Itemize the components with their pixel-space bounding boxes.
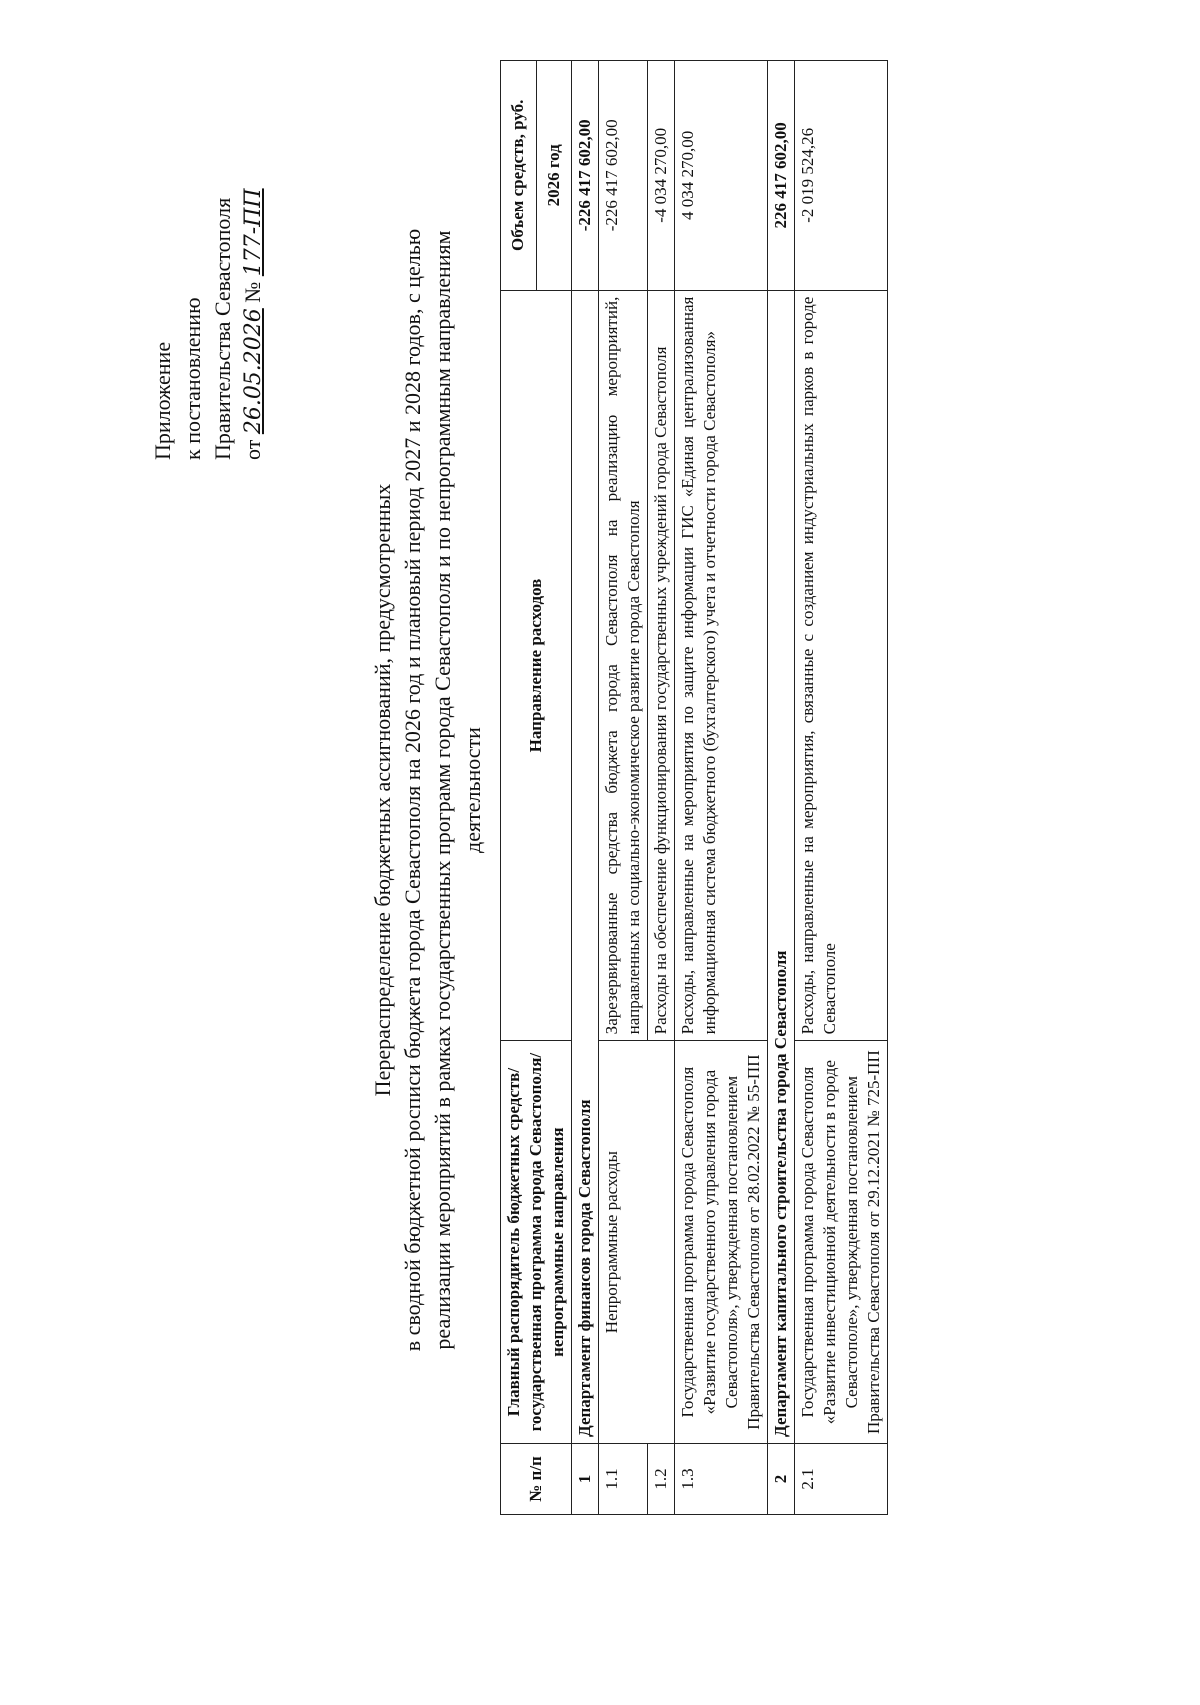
row-amount: -2 019 524,26 bbox=[795, 61, 888, 291]
row-direction: Расходы, направленные на мероприятия, связанные с созданием индустриальных парков в городе Севастополе bbox=[795, 290, 888, 1041]
budget-table bbox=[500, 60, 888, 1515]
row-amount: -226 417 602,00 bbox=[599, 61, 648, 291]
title-line-3: реализации мероприятий в рамках государственных программ города Севастополя и по непрограммным направлениям bbox=[430, 230, 455, 1350]
dept-name: Департамент финансов города Севастополя bbox=[572, 290, 599, 1443]
row-amount: 4 034 270,00 bbox=[675, 61, 768, 291]
date-prefix: от bbox=[240, 439, 265, 460]
appendix-line-2: к постановлению bbox=[180, 297, 205, 460]
handwritten-number: 177-ПП bbox=[241, 188, 266, 277]
table-row bbox=[795, 61, 888, 1515]
number-prefix: № bbox=[240, 281, 265, 303]
appendix-line-3: Правительства Севастополя bbox=[210, 197, 235, 460]
row-direction: Расходы, направленные на мероприятия по защите информации ГИС «Единая централизованная информационная система бюджетного (бухгалтерского) учета и отчетности города Севастополя» bbox=[675, 290, 768, 1041]
appendix-date-line bbox=[238, 40, 269, 460]
row-number: 2.1 bbox=[795, 1443, 888, 1514]
row-number: 1.1 bbox=[599, 1443, 648, 1514]
row-program: Непрограммные расходы bbox=[599, 1041, 675, 1444]
dept-amount: 226 417 602,00 bbox=[768, 61, 795, 291]
header-direction: Направление расходов bbox=[501, 290, 572, 1041]
dept-number: 2 bbox=[768, 1443, 795, 1514]
table-header-row bbox=[501, 61, 537, 1515]
row-direction: Расходы на обеспечение функционирования государственных учреждений города Севастополя bbox=[648, 290, 675, 1041]
header-year: 2026 год bbox=[536, 61, 572, 291]
title-line-1: Перераспределение бюджетных ассигнований, предусмотренных bbox=[370, 483, 395, 1097]
row-amount: -4 034 270,00 bbox=[648, 61, 675, 291]
table-row bbox=[599, 61, 648, 1515]
department-row bbox=[572, 61, 599, 1515]
title-line-2: в сводной бюджетной росписи бюджета города Севастополя на 2026 год и плановый период 2027 и 2028 годов, с целью bbox=[400, 228, 425, 1352]
document-page bbox=[140, 0, 1160, 1570]
row-number: 1.2 bbox=[648, 1443, 675, 1514]
row-number: 1.3 bbox=[675, 1443, 768, 1514]
dept-amount: -226 417 602,00 bbox=[572, 61, 599, 291]
header-no: № п/п bbox=[501, 1443, 572, 1514]
appendix-line-1: Приложение bbox=[150, 341, 175, 460]
row-program: Государственная программа города Севастополя «Развитие инвестиционной деятельности в городе Севастополе», утвержденная постановлением Правительства Севастополя от 29.12.2021 № 725-ПП bbox=[795, 1041, 888, 1444]
title-line-4: деятельности bbox=[460, 727, 485, 853]
row-direction: Зарезервированные средства бюджета города Севастополя на реализацию мероприятий, направленных на социально-экономическое развитие города Севастополя bbox=[599, 290, 648, 1041]
department-row bbox=[768, 61, 795, 1515]
row-program: Государственная программа города Севастополя «Развитие государственного управления города Севастополя», утвержденная постановлением Правительства Севастополя от 28.02.2022 № 55-ПП bbox=[675, 1041, 768, 1444]
header-amount: Объем средств, руб. bbox=[501, 61, 537, 291]
dept-name: Департамент капитального строительства города Севастополя bbox=[768, 290, 795, 1443]
handwritten-date: 26.05.2026 bbox=[241, 308, 266, 435]
appendix-block bbox=[148, 40, 269, 460]
dept-number: 1 bbox=[572, 1443, 599, 1514]
header-program: Главный распорядитель бюджетных средств/государственная программа города Севастополя/непрограммные направления bbox=[501, 1041, 572, 1444]
table-row bbox=[675, 61, 768, 1515]
document-title bbox=[368, 70, 488, 1510]
